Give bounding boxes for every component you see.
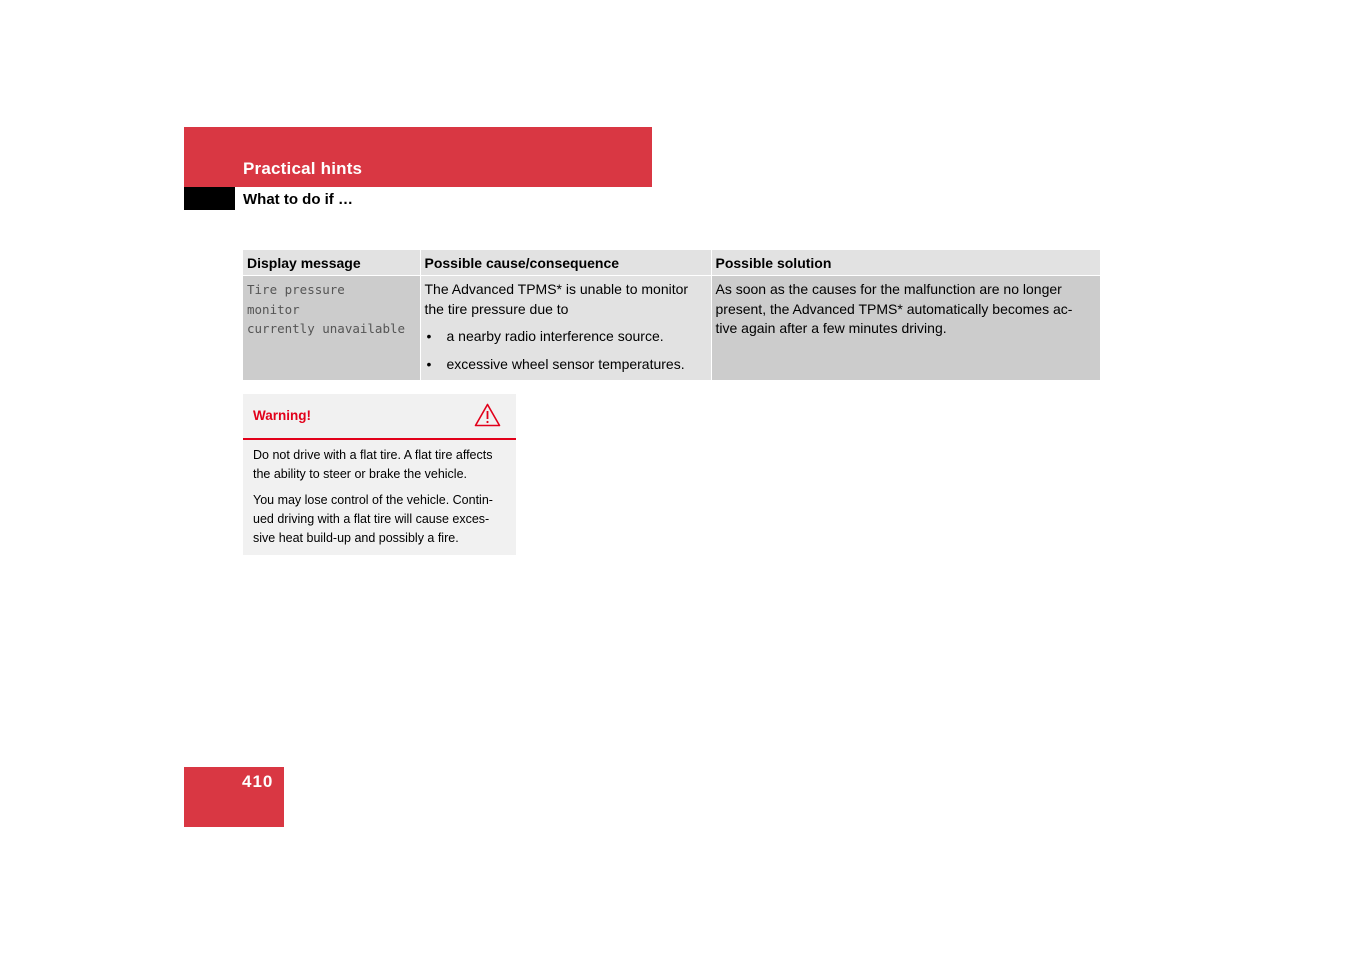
solution-line: present, the Advanced TPMS* automatically becomes ac-	[715, 300, 1073, 317]
possible-cause-cell	[420, 276, 711, 381]
display-message-line: Tire pressure	[247, 282, 345, 297]
possible-solution-cell	[711, 276, 1100, 381]
subsection-title: What to do if …	[243, 191, 353, 208]
solution-line: As soon as the causes for the malfunction are no longer	[715, 281, 1062, 297]
display-message-table	[243, 250, 1100, 380]
table-header-row	[243, 250, 1100, 276]
display-message-cell	[243, 276, 420, 381]
display-message-line: currently unavailable	[247, 321, 406, 336]
cause-bullet-list	[425, 327, 707, 374]
bullet-icon: •	[426, 355, 432, 372]
bullet-icon: •	[426, 328, 432, 344]
header-display-message: Display message	[243, 250, 420, 276]
header-possible-solution: Possible solution	[711, 250, 1100, 276]
display-message-line: monitor	[247, 301, 300, 317]
section-tab-marker	[184, 187, 235, 210]
solution-line: tive again after a few minutes driving.	[715, 320, 947, 336]
page-number: 410	[242, 772, 274, 791]
cause-intro-line: the tire pressure due to	[424, 300, 569, 317]
list-item: • excessive wheel sensor temperatures.	[425, 355, 707, 375]
warning-title: Warning!	[253, 408, 311, 423]
cause-intro-line: The Advanced TPMS* is unable to monitor	[424, 281, 689, 297]
warning-header	[243, 394, 516, 440]
header-possible-cause: Possible cause/consequence	[420, 250, 711, 276]
warning-body	[243, 440, 516, 555]
section-title: Practical hints	[243, 159, 363, 178]
warning-triangle-icon	[474, 403, 501, 427]
warning-box	[243, 394, 516, 555]
warning-paragraph: Do not drive with a flat tire. A flat tire affects the ability to steer or brake the vehicle.	[253, 448, 493, 481]
table-row	[243, 276, 1100, 381]
list-item: • a nearby radio interference source.	[425, 327, 707, 347]
warning-paragraph: You may lose control of the vehicle. Contin- ued driving with a flat tire will cause exces- sive heat build-up and possibly a fire.	[253, 493, 493, 545]
